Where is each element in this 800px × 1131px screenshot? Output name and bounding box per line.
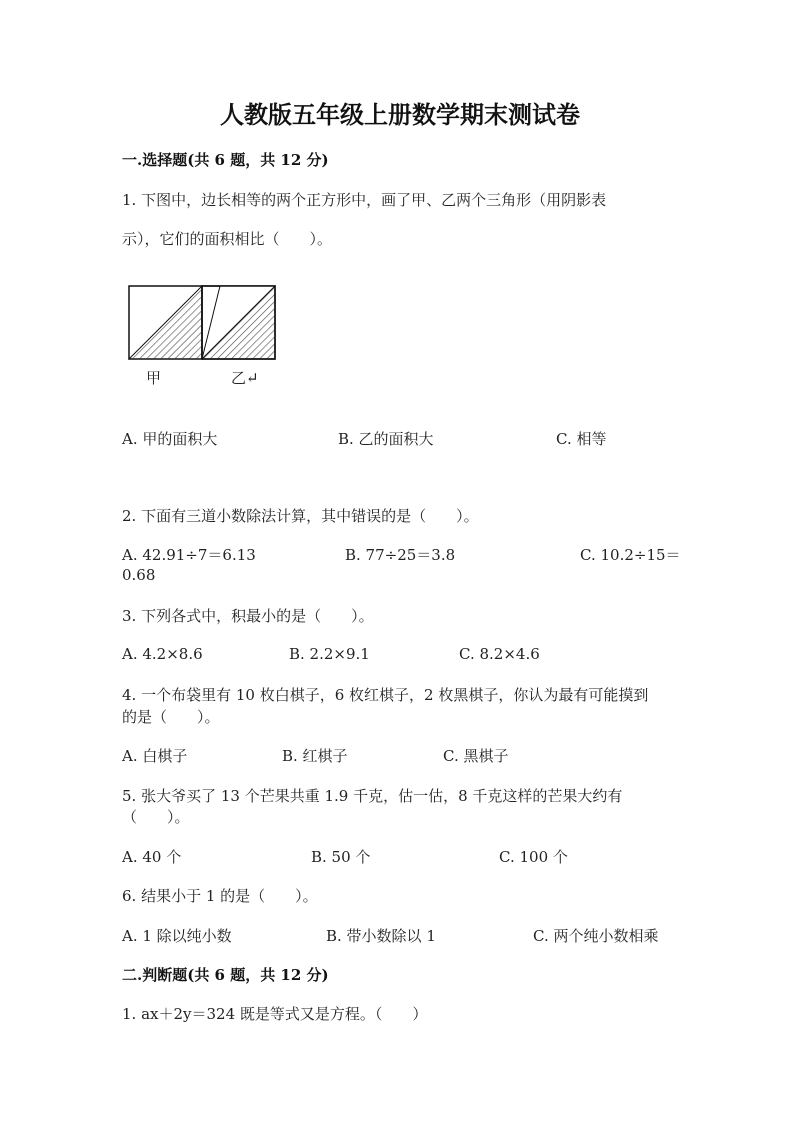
figure-label-yi: 乙↵ — [231, 369, 259, 387]
q2-option-b: B. 77÷25＝3.8 — [345, 546, 456, 564]
q2-option-c-continued: 0.68 — [122, 566, 156, 584]
question-3-line-1: 3. 下列各式中，积最小的是（ ）。 — [122, 607, 374, 625]
question-5-line-1: 5. 张大爷买了 13 个芒果共重 1.9 千克，估一估，8 千克这样的芒果大约有 — [122, 787, 623, 805]
question-2-line-1: 2. 下面有三道小数除法计算，其中错误的是（ ）。 — [122, 507, 479, 525]
q2-option-a: A. 42.91÷7＝6.13 — [122, 546, 256, 564]
section-header-choice: 一.选择题(共 6 题，共 12 分) — [122, 151, 329, 169]
q6-option-c: C. 两个纯小数相乘 — [533, 927, 659, 945]
q3-option-a: A. 4.2×8.6 — [122, 645, 203, 663]
q6-option-b: B. 带小数除以 1 — [326, 927, 436, 945]
page-title: 人教版五年级上册数学期末测试卷 — [220, 100, 580, 129]
q4-option-a: A. 白棋子 — [122, 747, 188, 765]
two-squares-triangles-figure — [128, 285, 278, 365]
q5-option-b: B. 50 个 — [311, 848, 371, 866]
q2-option-c: C. 10.2÷15＝ — [580, 546, 681, 564]
q3-option-c: C. 8.2×4.6 — [459, 645, 540, 663]
figure-label-jia: 甲 — [146, 369, 162, 387]
q4-option-b: B. 红棋子 — [282, 747, 348, 765]
question-6-line-1: 6. 结果小于 1 的是（ ）。 — [122, 887, 318, 905]
question-1-line-1: 1. 下图中，边长相等的两个正方形中，画了甲、乙两个三角形（用阴影表 — [122, 191, 607, 209]
question-4-line-1: 4. 一个布袋里有 10 枚白棋子，6 枚红棋子，2 枚黑棋子，你认为最有可能摸到 — [122, 686, 649, 704]
question-1-line-2: 示），它们的面积相比（ ）。 — [122, 230, 333, 248]
q1-option-b: B. 乙的面积大 — [338, 430, 434, 448]
triangle-jia — [129, 286, 202, 359]
q6-option-a: A. 1 除以纯小数 — [122, 927, 232, 945]
question-5-line-2: （ ）。 — [122, 808, 190, 826]
section-header-judgement: 二.判断题(共 6 题，共 12 分) — [122, 966, 329, 984]
q3-option-b: B. 2.2×9.1 — [289, 645, 370, 663]
q1-option-a: A. 甲的面积大 — [122, 430, 218, 448]
q4-option-c: C. 黑棋子 — [443, 747, 509, 765]
q5-option-c: C. 100 个 — [499, 848, 568, 866]
judgement-1-line-1: 1. ax＋2y＝324 既是等式又是方程。（ ） — [122, 1005, 428, 1023]
q5-option-a: A. 40 个 — [122, 848, 182, 866]
q1-option-c: C. 相等 — [556, 430, 607, 448]
question-4-line-2: 的是（ ）。 — [122, 708, 220, 726]
